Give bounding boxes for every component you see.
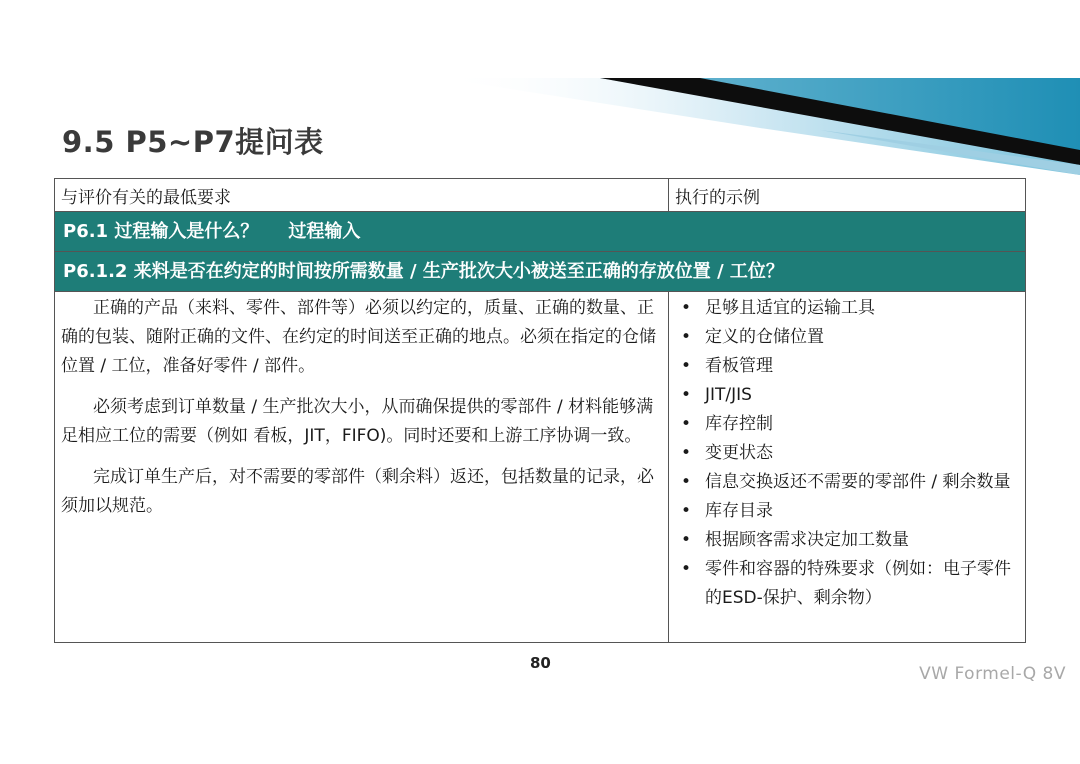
bullet-icon: • [681,356,692,376]
requirement-paragraph: 正确的产品（来料、零件、部件等）必须以约定的，质量、正确的数量、正确的包装、随附正确的文件、在约定的时间送至正确的地点。必须在指定的仓储位置 / 工位，准备好零件 / 部件。 [61,298,656,376]
bullet-icon: • [681,472,692,492]
list-item: • 信息交换返还不需要的零部件 / 剩余数量 [679,468,1021,497]
bullet-icon: • [681,385,692,405]
examples-list [679,294,1021,613]
slide-title: 9.5 P5~P7提问表 [62,125,324,159]
bullet-icon: • [681,327,692,347]
bullet-icon: • [681,443,692,463]
list-item: • 变更状态 [679,439,1021,468]
footer-text: VW Formel-Q 8V [919,664,1066,684]
requirements-cell [55,292,669,642]
list-item: • 零件和容器的特殊要求（例如：电子零件的ESD-保护、剩余物） [679,555,1021,613]
list-item: • 足够且适宜的运输工具 [679,294,1021,323]
header-banner [0,0,1080,200]
bullet-icon: • [681,559,692,579]
bullet-icon: • [681,530,692,550]
bullet-icon: • [681,501,692,521]
requirement-paragraph: 完成订单生产后，对不需要的零部件（剩余料）返还，包括数量的记录，必须加以规范。 [61,467,654,516]
section-code: P6.1 过程输入是什么？ [63,221,259,242]
list-item: • 库存控制 [679,410,1021,439]
list-item: • JIT/JIS [679,381,1021,410]
list-item: • 定义的仓储位置 [679,323,1021,352]
bullet-icon: • [681,414,692,434]
examples-cell [669,292,1025,642]
table-header-row [55,179,1025,212]
section-row [55,212,1025,252]
list-item: • 根据顾客需求决定加工数量 [679,526,1021,555]
header-examples: 执行的示例 [675,188,760,208]
table-body-row [55,292,1025,642]
requirement-paragraph: 必须考虑到订单数量 / 生产批次大小，从而确保提供的零部件 / 材料能够满足相应工位的需要（例如 看板，JIT，FIFO)。同时还要和上游工序协调一致。 [61,397,654,446]
bullet-icon: • [681,298,692,318]
page-number: 80 [530,654,551,672]
question-row: P6.1.2 来料是否在约定的时间按所需数量 / 生产批次大小被送至正确的存放位置 / 工位？ [55,252,1025,292]
question-table [54,178,1026,643]
list-item: • 库存目录 [679,497,1021,526]
section-label: 过程输入 [288,221,361,242]
list-item: • 看板管理 [679,352,1021,381]
header-requirements: 与评价有关的最低要求 [55,179,669,211]
